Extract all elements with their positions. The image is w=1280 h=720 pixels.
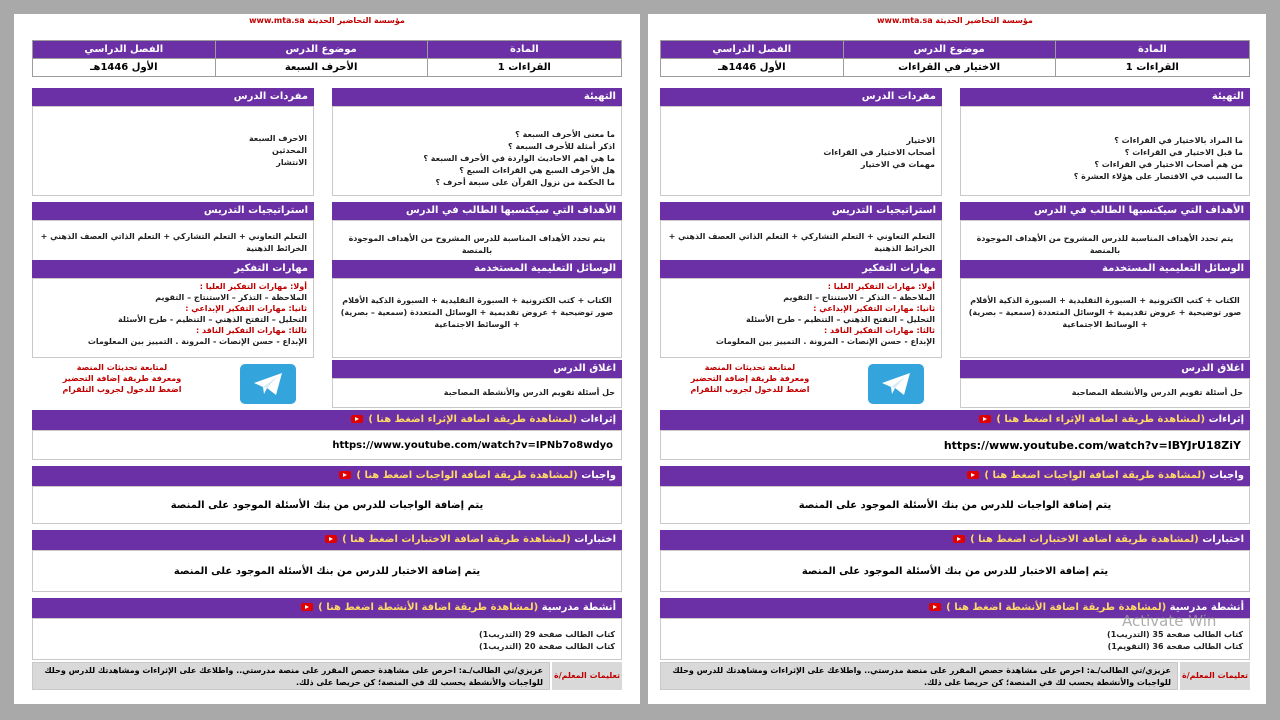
homework-link[interactable]: (لمشاهدة طريقة اضافة الواجبات اضغط هنا ) [984, 470, 1206, 481]
intro-q3: ما هي اهم الاحاديث الواردة في الأحرف السبعة ؟ [423, 154, 615, 163]
thinking-heading: ثالثا: مهارات التفكير الناقد : [824, 326, 935, 335]
page-divider [640, 14, 648, 704]
homework-label: واجبات [581, 470, 616, 481]
intro-q1: ما معنى الأحرف السبعة ؟ [515, 130, 615, 139]
tests-header[interactable] [32, 530, 622, 550]
thinking-line: الإبداع - حسن الإنصات - المرونة . التمييز بين المعلومات [87, 337, 307, 346]
telegram-line: ومعرفة طريقة إضافة التحضير [62, 374, 182, 383]
thinking-heading: أولا: مهارات التفكير العليا : [199, 282, 307, 291]
activity-item: كتاب الطالب صفحة 29 (التدريب1) [479, 630, 615, 639]
telegram-line: ومعرفة طريقة إضافة التحضير [690, 374, 810, 383]
enrichment-header[interactable] [660, 410, 1250, 430]
activity-item: كتاب الطالب صفحة 36 (التقويم1) [1107, 642, 1243, 651]
tests-label: اختبارات [1202, 534, 1244, 545]
semester-value: الأول 1446هـ [33, 59, 216, 77]
topic-value: الأحرف السبعة [215, 59, 427, 77]
enrichment-link[interactable]: (لمشاهدة طريقة اضافة الإثراء اضغط هنا ) [996, 414, 1206, 425]
activities-box [32, 618, 622, 660]
vocab-item: الانتشار [276, 158, 307, 167]
vocab-item: المحدثين [272, 146, 307, 155]
telegram-icon[interactable] [240, 364, 296, 404]
vocab-item: أصحاب الاختيار في القراءات [823, 148, 935, 157]
tools-header: الوسائل التعليمية المستخدمة [960, 260, 1250, 278]
homework-text: يتم إضافة الواجبات للدرس من بنك الأسئلة الموجود على المنصة [660, 486, 1250, 524]
intro-q1: ما المراد بالاختيار في القراءات ؟ [1114, 136, 1243, 145]
intro-q4: هل الأحرف السبع هي القراءات السبع ؟ [459, 166, 615, 175]
homework-header[interactable] [32, 466, 622, 486]
homework-text: يتم إضافة الواجبات للدرس من بنك الأسئلة الموجود على المنصة [32, 486, 622, 524]
vocab-item: مهمات في الاختيار [860, 160, 935, 169]
intro-q4: ما السبب في الاقتصار على هؤلاء العشرة ؟ [1073, 172, 1243, 181]
youtube-icon[interactable] [325, 535, 337, 543]
tests-label: اختبارات [574, 534, 616, 545]
strategies-header: استراتيجيات التدريس [660, 202, 942, 220]
topic-label: موضوع الدرس [843, 41, 1055, 59]
tests-link[interactable]: (لمشاهدة طريقة اضافة الاختبارات اضغط هنا ) [970, 534, 1199, 545]
enrichment-url[interactable]: https://www.youtube.com/watch?v=IPNb7o8wdyo [32, 430, 622, 460]
tests-text: يتم إضافة الاختبار للدرس من بنك الأسئلة الموجود على المنصة [32, 550, 622, 592]
enrichment-label: إثراءات [580, 414, 616, 425]
enrichment-url[interactable]: https://www.youtube.com/watch?v=IBYJrU18ZiY [660, 430, 1250, 460]
youtube-icon[interactable] [301, 603, 313, 611]
thinking-heading: ثالثا: مهارات التفكير الناقد : [196, 326, 307, 335]
youtube-icon[interactable] [953, 535, 965, 543]
telegram-text[interactable] [32, 362, 212, 395]
strategies-header: استراتيجيات التدريس [32, 202, 314, 220]
telegram-text[interactable] [660, 362, 840, 395]
telegram-line: لمتابعة تحديثات المنصة [76, 363, 168, 372]
subject-label: المادة [427, 41, 621, 59]
tests-header[interactable] [660, 530, 1250, 550]
telegram-line: اضغط للدخول لجروب التلقرام [690, 385, 810, 394]
goals-text: يتم تحدد الأهداف المناسبة للدرس المشروح من الأهداف الموجودة بالمنصة [960, 220, 1250, 264]
thinking-heading: ثانيا: مهارات التفكير الإبداعي : [185, 304, 307, 313]
goals-header: الأهداف التي سيكتسبها الطالب في الدرس [960, 202, 1250, 220]
subject-value: القراءات 1 [1055, 59, 1249, 77]
intro-box [332, 106, 622, 196]
intro-header: التهيئة [960, 88, 1250, 106]
strategies-text: التعلم التعاوني + التعلم التشاركي + التعلم الذاتي العصف الذهني + الخرائط الذهنية [660, 220, 942, 264]
youtube-icon[interactable] [979, 415, 991, 423]
vocab-box [32, 106, 314, 196]
semester-label: الفصل الدراسي [33, 41, 216, 59]
thinking-heading: أولا: مهارات التفكير العليا : [827, 282, 935, 291]
youtube-icon[interactable] [967, 471, 979, 479]
closing-text: حل أسئلة تقويم الدرس والأنشطة المصاحبة [332, 378, 622, 408]
intro-q5: ما الحكمة من نزول القرآن على سبعة أحرف ؟ [435, 178, 615, 187]
teacher-label: تعليمات المعلم/ة [1180, 662, 1250, 690]
teacher-label: تعليمات المعلم/ة [552, 662, 622, 690]
thinking-line: التحليل – التفتح الذهني – التنظيم - طرح الأسئلة [746, 315, 935, 324]
vocab-header: مفردات الدرس [660, 88, 942, 106]
thinking-line: الإبداع - حسن الإنصات - المرونة . التمييز بين المعلومات [715, 337, 935, 346]
closing-header: اغلاق الدرس [960, 360, 1250, 378]
thinking-header: مهارات التفكير [32, 260, 314, 278]
enrichment-label: إثراءات [1208, 414, 1244, 425]
thinking-heading: ثانيا: مهارات التفكير الإبداعي : [813, 304, 935, 313]
subject-value: القراءات 1 [427, 59, 621, 77]
telegram-promo[interactable] [660, 360, 942, 408]
tools-header: الوسائل التعليمية المستخدمة [332, 260, 622, 278]
activities-label: أنشطة مدرسية [1169, 602, 1244, 613]
thinking-line: الملاحظة – التذكر – الاستنتاج – التقويم [155, 293, 307, 302]
subject-label: المادة [1055, 41, 1249, 59]
vocab-item: الاختيار [906, 136, 935, 145]
thinking-header: مهارات التفكير [660, 260, 942, 278]
brand-header: مؤسسة التحاضير الحديثة www.mta.sa [877, 16, 1033, 25]
topic-label: موضوع الدرس [215, 41, 427, 59]
document-frame [14, 14, 1266, 704]
semester-label: الفصل الدراسي [661, 41, 844, 59]
homework-label: واجبات [1209, 470, 1244, 481]
telegram-line: اضغط للدخول لجروب التلقرام [62, 385, 182, 394]
youtube-icon[interactable] [929, 603, 941, 611]
youtube-icon[interactable] [339, 471, 351, 479]
activity-item: كتاب الطالب صفحة 20 (التدريب1) [479, 642, 615, 651]
activation-watermark: Activate Win [1122, 612, 1217, 630]
goals-text: يتم تحدد الأهداف المناسبة للدرس المشروح من الأهداف الموجودة بالمنصة [332, 220, 622, 264]
tests-link[interactable]: (لمشاهدة طريقة اضافة الاختبارات اضغط هنا ) [342, 534, 571, 545]
homework-header[interactable] [660, 466, 1250, 486]
telegram-icon[interactable] [868, 364, 924, 404]
strategies-text: التعلم التعاوني + التعلم التشاركي + التعلم الذاتي العصف الذهني + الخرائط الذهنية [32, 220, 314, 264]
activities-label: أنشطة مدرسية [541, 602, 616, 613]
activities-link[interactable]: (لمشاهدة طريقة اضافة الأنشطة اضغط هنا ) [946, 602, 1167, 613]
activities-link[interactable]: (لمشاهدة طريقة اضافة الأنشطة اضغط هنا ) [318, 602, 539, 613]
intro-q2: اذكر أمثلة للأحرف السبعة ؟ [508, 142, 615, 151]
intro-q3: من هم أصحاب الاختيار في القراءات ؟ [1094, 160, 1243, 169]
teacher-note: عزيزي/تي الطالب/ـة: احرص على مشاهدة حصص المقرر على منصة مدرستي.. واطلاعك على الإثراءات ومشاهدتك للدرس وحلك للواجبات والأنشطة يحسب لك في المنصة؛ كن حريصا على ذلك. [32, 662, 550, 690]
tools-text: الكتاب + كتب الكترونية + السبورة التقليدية + السبورة الذكية الأقلام صور توضيحية + عروض تقديمية + الوسائل المتعددة (سمعية – بصرية) + الوسائط الاجتماعية [332, 278, 622, 358]
tests-text: يتم إضافة الاختبار للدرس من بنك الأسئلة الموجود على المنصة [660, 550, 1250, 592]
lesson-page-right [660, 14, 1250, 704]
topic-value: الاختيار في القراءات [843, 59, 1055, 77]
intro-box [960, 106, 1250, 196]
closing-text: حل أسئلة تقويم الدرس والأنشطة المصاحبة [960, 378, 1250, 408]
enrichment-header[interactable] [32, 410, 622, 430]
lesson-page-left [32, 14, 622, 704]
vocab-header: مفردات الدرس [32, 88, 314, 106]
teacher-note: عزيزي/تي الطالب/ـة: احرص على مشاهدة حصص المقرر على منصة مدرستي.. واطلاعك على الإثراءات ومشاهدتك للدرس وحلك للواجبات والأنشطة يحسب لك في المنصة؛ كن حريصا على ذلك. [660, 662, 1178, 690]
brand-header: مؤسسة التحاضير الحديثة www.mta.sa [249, 16, 405, 25]
intro-q2: ما قبل الاختيار في القراءات ؟ [1124, 148, 1243, 157]
thinking-line: الملاحظة – التذكر – الاستنتاج – التقويم [783, 293, 935, 302]
homework-link[interactable]: (لمشاهدة طريقة اضافة الواجبات اضغط هنا ) [356, 470, 578, 481]
vocab-box [660, 106, 942, 196]
intro-header: التهيئة [332, 88, 622, 106]
activities-header[interactable] [32, 598, 622, 618]
lesson-info-table [660, 40, 1250, 77]
youtube-icon[interactable] [351, 415, 363, 423]
lesson-info-table [32, 40, 622, 77]
thinking-box [660, 278, 942, 358]
vocab-item: الاحرف السبعة [248, 134, 307, 143]
closing-header: اغلاق الدرس [332, 360, 622, 378]
goals-header: الأهداف التي سيكتسبها الطالب في الدرس [332, 202, 622, 220]
telegram-line: لمتابعة تحديثات المنصة [704, 363, 796, 372]
tools-text: الكتاب + كتب الكترونية + السبورة التقليدية + السبورة الذكية الأقلام صور توضيحية + عروض تقديمية + الوسائل المتعددة (سمعية – بصرية) + الوسائط الاجتماعية [960, 278, 1250, 358]
activity-item: كتاب الطالب صفحة 35 (التدريب1) [1107, 630, 1243, 639]
semester-value: الأول 1446هـ [661, 59, 844, 77]
enrichment-link[interactable]: (لمشاهدة طريقة اضافة الإثراء اضغط هنا ) [368, 414, 578, 425]
thinking-box [32, 278, 314, 358]
telegram-promo[interactable] [32, 360, 314, 408]
thinking-line: التحليل – التفتح الذهني – التنظيم - طرح الأسئلة [118, 315, 307, 324]
